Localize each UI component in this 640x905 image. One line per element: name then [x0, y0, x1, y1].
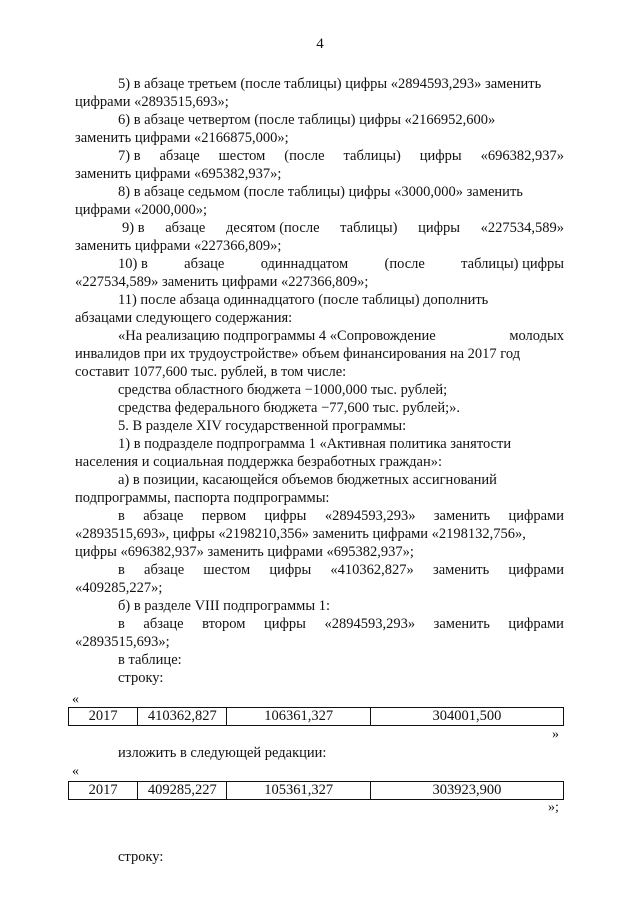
opening-quote: «: [72, 692, 79, 707]
text-line: 8) в абзаце седьмом (после таблицы) цифры «3000,000» заменить: [118, 184, 523, 200]
text-line: заменить цифрами «695382,937»;: [75, 166, 282, 182]
table-row: [69, 708, 564, 726]
closing-quote: »;: [548, 800, 559, 815]
text-line: 1) в подразделе подпрограмма 1 «Активная политика занятости: [118, 436, 512, 452]
text-line: заменить цифрами «227366,809»;: [75, 238, 282, 254]
text-line: б) в разделе VIII подпрограммы 1:: [118, 598, 331, 614]
page-number: 4: [316, 36, 324, 52]
text-line: 5. В разделе XIV государственной программы:: [118, 418, 407, 434]
text-line: а) в позиции, касающейся объемов бюджетных ассигнований: [118, 472, 497, 488]
table-old-row: [68, 707, 564, 726]
text-line: цифрами «2000,000»;: [75, 202, 208, 218]
text-line: инвалидов при их трудоустройстве» объем финансирования на 2017 год: [75, 346, 521, 362]
text-line: строку:: [118, 849, 164, 865]
text-line: изложить в следующей редакции:: [118, 745, 327, 761]
text-line: 11) после абзаца одиннадцатого (после таблицы) дополнить: [118, 292, 489, 308]
text-line: подпрограммы, паспорта подпрограммы:: [75, 490, 330, 506]
text-line: 7) в абзаце шестом (после таблицы) цифры «696382,937»: [118, 148, 564, 164]
text-line: «409285,227»;: [75, 580, 163, 596]
text-line: цифры «696382,937» заменить цифрами «695382,937»;: [75, 544, 414, 560]
text-line: 10) в абзаце одиннадцатом (после таблицы) цифры: [118, 256, 564, 272]
text-line: «2893515,693», цифры «2198210,356» заменить цифрами «2198132,756»,: [75, 526, 526, 542]
text-line: абзацами следующего содержания:: [75, 310, 293, 326]
text-line: средства федерального бюджета −77,600 тыс. рублей;».: [118, 400, 460, 416]
text-line: в абзаце шестом цифры «410362,827» заменить цифрами: [118, 562, 564, 578]
text-line: 6) в абзаце четвертом (после таблицы) цифры «2166952,600»: [118, 112, 496, 128]
table-cell-year: 2017: [69, 782, 138, 800]
table-cell-total: 410362,827: [138, 708, 227, 726]
text-line: населения и социальная поддержка безработных граждан»:: [75, 454, 443, 470]
text-line: средства областного бюджета −1000,000 тыс. рублей;: [118, 382, 448, 398]
text-line: 5) в абзаце третьем (после таблицы) цифры «2894593,293» заменить: [118, 76, 542, 92]
text-line: заменить цифрами «2166875,000»;: [75, 130, 289, 146]
table-cell-col4: 304001,500: [370, 708, 563, 726]
opening-quote: «: [72, 764, 79, 779]
table-cell-total: 409285,227: [138, 782, 227, 800]
closing-quote: »: [552, 727, 559, 742]
text-line: «227534,589» заменить цифрами «227366,809»;: [75, 274, 369, 290]
table-cell-col3: 106361,327: [227, 708, 371, 726]
text-line: цифрами «2893515,693»;: [75, 94, 229, 110]
text-line: в абзаце первом цифры «2894593,293» заменить цифрами: [118, 508, 564, 524]
text-line: «На реализацию подпрограммы 4 «Сопровождение молодых: [118, 328, 564, 344]
table-row: [69, 782, 564, 800]
text-line: «2893515,693»;: [75, 634, 170, 650]
text-line: в таблице:: [118, 652, 182, 668]
table-new-row: [68, 781, 564, 800]
text-line: 9) в абзаце десятом (после таблицы) цифры «227534,589»: [122, 220, 564, 236]
table-cell-col3: 105361,327: [227, 782, 371, 800]
table-cell-year: 2017: [69, 708, 138, 726]
text-line: в абзаце втором цифры «2894593,293» заменить цифрами: [118, 616, 564, 632]
table-cell-col4: 303923,900: [370, 782, 563, 800]
text-line: строку:: [118, 670, 164, 686]
text-line: составит 1077,600 тыс. рублей, в том числе:: [75, 364, 347, 380]
